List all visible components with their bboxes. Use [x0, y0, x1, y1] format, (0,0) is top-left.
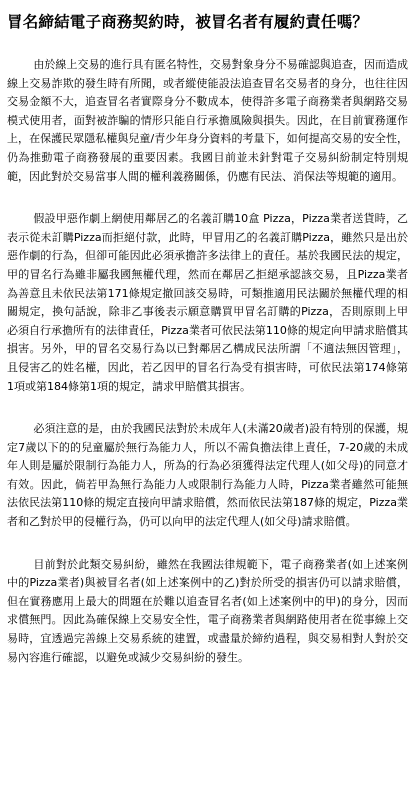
paragraph-minors: 必須注意的是，由於我國民法對於未成年人(未滿20歲者)設有特別的保護，規定7歲以下的的兒童屬於無行為能力人，所以不需負擔法律上責任，7-20歲的未成年人則是屬於限制行為能力人，所為的行為必須獲得法定代理人(如父母)的同意才有效。因此，倘若甲為無行為能力人或限制行為能力人時，Pizza業者雖然可能無法依民法第110條的規定直接向甲請求賠償，然而依民法第187條的規定，Pizza業者和乙對於甲的侵權行為，仍可以向甲的法定代理人(如父母)請求賠償。 [7, 422, 408, 529]
paragraph-conclusion: 目前對於此類交易糾紛，雖然在我國法律規範下，電子商務業者(如上述案例中的Pizza業者)與被冒名者(如上述案例中的乙)對於所受的損害仍可以請求賠償，但在實務應用上最大的問題在於難以追查冒名者(如上述案例中的甲)的身分，因而求償無門。因此為確保線上交易安全性，電子商務業者與網路使用者在從事線上交易時，宜透過完善線上交易系統的建置，或盡量於締約過程，與交易相對人對於交易內容進行確認，以避免或減少交易糾紛的發生。 [7, 557, 408, 664]
document-title: 冒名締結電子商務契約時，被冒名者有履約責任嗎？ [7, 13, 369, 31]
paragraph-intro: 由於線上交易的進行具有匿名特性，交易對象身分不易確認與追查，因而造成線上交易詐欺的發生時有所聞，或者縱使能設法追查冒名交易者的身分，也往往因交易金額不大，追查冒名者實際身分不數成本，使得許多電子商務業者與網路交易模式使用者，面對被詐騙的情形只能自行承擔風險與損失。因此，在目前實務運作上，在保護民眾隱私權與兒童/青少年身分資料的考量下，如何提高交易的安全性，仍為推動電子商務發展的重要因素。我國目前並未針對電子交易糾紛制定特別規範，因此對於交易當事人間的權利義務關係，仍應有民法、消保法等規範的適用。 [7, 58, 408, 183]
paragraph-case-example: 假設甲惡作劇上網使用鄰居乙的名義訂購10盒 Pizza，Pizza業者送貨時，乙表示從未訂購Pizza而拒絕付款，此時，甲冒用乙的名義訂購Pizza，雖然只是出於惡作劇的行為，但卻可能因此必須承擔許多法律上的責任。基於我國民法的規定，甲的冒名行為雖非屬我國無權代理，然而在鄰居乙拒絕承認該交易，且Pizza業者為善意且未依民法第171條規定撤回該交易時，可類推適用民法關於無權代理的相關規定，換句話說，除非乙事後表示願意購買甲冒名訂購的Pizza，否則原則上甲必須自行承擔所有的法律責任，Pizza業者可依民法第110條的規定向甲請求賠償其損害。另外，甲的冒名交易行為以已對鄰居乙構成民法所謂「不適法無因管理」，且侵害乙的姓名權，因此，若乙因甲的冒名行為受有損害時，可依民法第174條第1項或第184條第1項的規定，請求甲賠償其損害。 [7, 212, 408, 393]
